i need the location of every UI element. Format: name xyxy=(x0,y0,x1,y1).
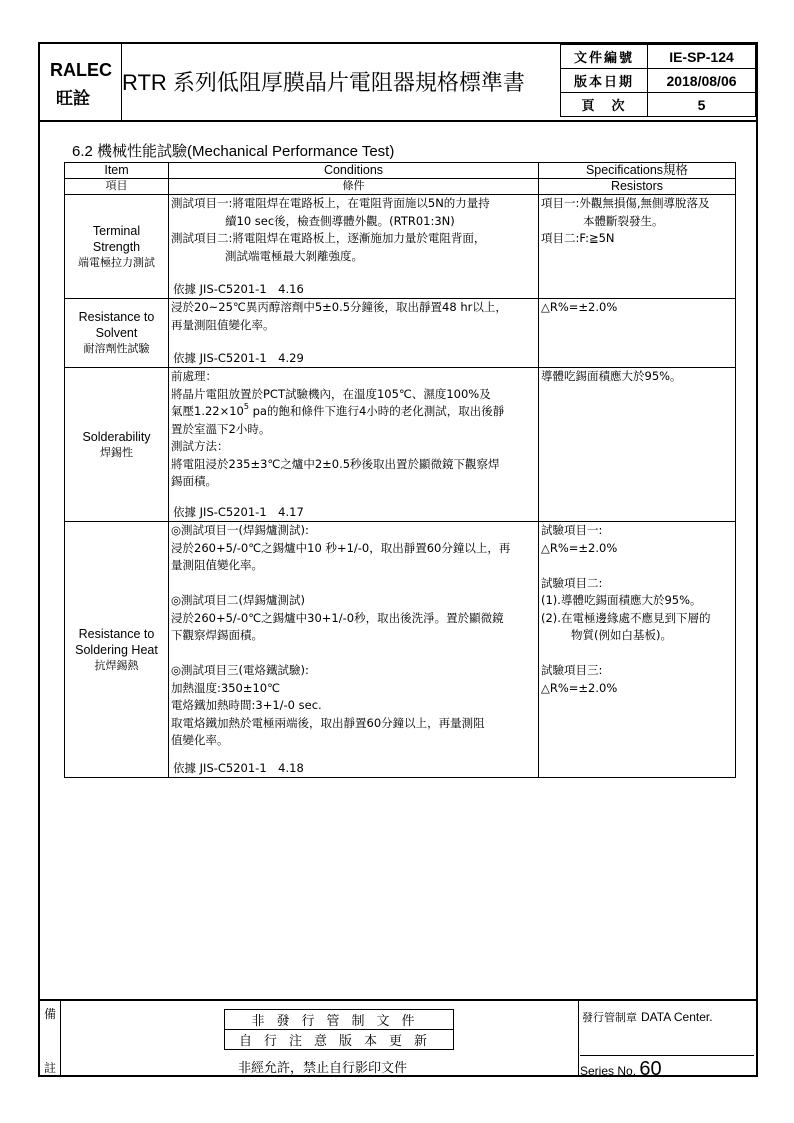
standard-reference: 依據 JIS-C5201-1 4.17 xyxy=(173,504,304,519)
condition-line: 將電阻浸於235±3℃之爐中2±0.5秒後取出置於顯微鏡下觀察焊 xyxy=(171,456,500,471)
document-title: RTR 系列低阻厚膜晶片電阻器規格標準書 xyxy=(122,70,525,95)
item-name-zh: 耐溶劑性試驗 xyxy=(83,342,150,355)
header-item-zh: 項目 xyxy=(65,179,169,195)
table-row xyxy=(65,299,736,368)
standard-reference: 依據 JIS-C5201-1 4.29 xyxy=(173,350,304,365)
remarks-label-bottom: 註 xyxy=(44,1061,57,1075)
item-name-zh: 端電極拉力測試 xyxy=(78,255,155,269)
condition-line: 值變化率。 xyxy=(171,733,229,747)
control-value: DATA Center. xyxy=(641,1010,713,1024)
company-name-en: RALEC xyxy=(50,60,112,80)
stamp-line-1: 非發行管制文件 xyxy=(251,1014,427,1029)
item-name-en: Resistance to xyxy=(78,626,155,641)
spec-page xyxy=(38,42,758,1080)
conditions-cell xyxy=(169,195,539,299)
conditions-cell xyxy=(169,299,539,368)
mechanical-test-table xyxy=(64,162,736,778)
conditions-cell xyxy=(169,522,539,778)
condition-line: 將晶片電阻放置於PCT試驗機內，在溫度105℃、濕度100%及 xyxy=(171,386,491,401)
condition-line: 續10 sec後，檢查側導體外觀。(RTR01:3N) xyxy=(225,213,455,228)
table-header-row xyxy=(65,163,736,179)
item-name-en: Strength xyxy=(92,239,141,254)
condition-line: 再量測阻值變化率。 xyxy=(171,317,275,332)
pressure-exponent: 5 xyxy=(243,403,249,411)
page-label: 頁 次 xyxy=(561,93,648,117)
spec-line: △R%=±2.0% xyxy=(541,540,618,555)
item-name-en: Solderability xyxy=(82,429,151,444)
series-number xyxy=(580,1055,754,1081)
table-row xyxy=(65,522,736,778)
header-spec: Specifications規格 xyxy=(539,163,736,179)
spec-line: 試驗項目三: xyxy=(541,663,603,677)
item-cell xyxy=(65,299,169,368)
blank-line xyxy=(541,557,733,575)
header-item: Item xyxy=(65,163,169,179)
item-name-en: Terminal xyxy=(92,223,141,238)
condition-line xyxy=(171,403,536,421)
spec-line: 試驗項目一: xyxy=(541,523,603,537)
uncontrolled-stamp xyxy=(224,1009,454,1050)
spec-line: (2).在電極邊緣處不應見到下層的 xyxy=(541,610,711,625)
spec-line: 物質(例如白基板)。 xyxy=(571,628,672,642)
condition-line: 錫面積。 xyxy=(171,474,217,488)
doc-no-value: IE-SP-124 xyxy=(648,45,756,69)
document-footer xyxy=(40,999,756,1080)
condition-line: 浸於20~25℃異丙醇溶劑中5±0.5分鐘後，取出靜置48 hr以上， xyxy=(171,300,507,314)
item-name-en: Solvent xyxy=(95,326,138,340)
condition-line: 浸於260+5/-0℃之錫爐中30+1/-0秒，取出後洗淨。置於顯微鏡 xyxy=(171,610,504,625)
condition-line: 測試項目一:將電阻焊在電路板上，在電阻背面施以5N的力量持 xyxy=(171,196,490,210)
pressure-value: 氣壓1.22×10 xyxy=(171,404,244,418)
series-value: 60 xyxy=(639,1058,662,1080)
condition-line: 測試項目二:將電阻焊在電路板上，逐漸施加力量於電阻背面， xyxy=(171,231,486,245)
header-resistors: Resistors xyxy=(539,179,736,195)
header-conditions: Conditions xyxy=(169,163,539,179)
pressure-text: pa的飽和條件下進行4小時的老化測試，取出後靜 xyxy=(248,404,505,418)
condition-line: 測試方法： xyxy=(171,439,229,453)
conditions-cell xyxy=(169,368,539,522)
item-name-en: Resistance to xyxy=(78,310,155,324)
table-row xyxy=(65,368,736,522)
section-title: 6.2 機械性能試驗(Mechanical Performance Test) xyxy=(72,143,395,160)
table-subheader-row xyxy=(65,179,736,195)
stamp-line-2: 自行注意版本更新 xyxy=(225,1030,454,1050)
remarks-label-top: 備 xyxy=(44,1007,57,1021)
document-meta-table xyxy=(560,44,756,117)
item-cell xyxy=(65,522,169,778)
blank-line xyxy=(541,645,733,663)
item-cell xyxy=(65,368,169,522)
company-logo-box xyxy=(40,44,122,120)
document-header xyxy=(40,44,756,122)
item-name-zh: 焊錫性 xyxy=(100,445,133,459)
page-value: 5 xyxy=(648,93,756,117)
spec-line: (1).導體吃錫面積應大於95%。 xyxy=(541,593,702,607)
spec-line: 導體吃錫面積應大於95%。 xyxy=(541,369,682,383)
standard-reference: 依據 JIS-C5201-1 4.16 xyxy=(173,281,304,296)
condition-line: 下觀察焊錫面積。 xyxy=(171,628,263,642)
spec-line: 試驗項目二: xyxy=(541,575,603,590)
blank-line xyxy=(171,575,536,593)
date-value: 2018/08/06 xyxy=(648,69,756,93)
condition-line: 電烙鐵加熱時間:3+1/-0 sec. xyxy=(171,698,322,712)
condition-line: ◎測試項目三(電烙鐵試驗): xyxy=(171,663,309,677)
company-name-zh: 旺詮 xyxy=(56,89,90,109)
spec-line: 項目一:外觀無損傷,無側導脫落及 xyxy=(541,196,710,210)
condition-line: ◎測試項目一(焊錫爐測試): xyxy=(171,523,309,537)
spec-cell xyxy=(539,368,736,522)
spec-line: △R%=±2.0% xyxy=(541,300,618,314)
series-label: Series No. xyxy=(580,1064,637,1078)
date-label: 版本日期 xyxy=(561,69,648,93)
blank-line xyxy=(171,645,536,663)
item-name-zh: 抗焊錫熱 xyxy=(94,658,139,672)
condition-line: 置於室溫下2小時。 xyxy=(171,421,271,436)
control-stamp xyxy=(582,1009,713,1025)
control-label: 發行管制章 xyxy=(582,1011,637,1024)
spec-cell xyxy=(539,195,736,299)
spec-line: 本體斷裂發生。 xyxy=(583,213,664,228)
condition-line: ◎測試項目二(焊錫爐測試) xyxy=(171,593,306,607)
standard-reference: 依據 JIS-C5201-1 4.18 xyxy=(173,760,304,775)
remarks-column xyxy=(40,1001,61,1077)
spec-line: 項目二:F:≧5N xyxy=(541,231,615,245)
item-cell xyxy=(65,195,169,299)
spec-cell xyxy=(539,299,736,368)
item-name-en: Soldering Heat xyxy=(75,642,158,657)
remarks-area xyxy=(60,1001,579,1077)
condition-line: 測試端電極最大剝離強度。 xyxy=(225,248,363,263)
no-copy-notice: 非經允許，禁止自行影印文件 xyxy=(238,1061,408,1076)
condition-line: 浸於260+5/-0℃之錫爐中10 秒+1/-0，取出靜置60分鐘以上，再 xyxy=(171,540,511,555)
table-row xyxy=(65,195,736,299)
spec-line: △R%=±2.0% xyxy=(541,680,618,695)
condition-line: 量測阻值變化率。 xyxy=(171,558,263,572)
doc-no-label: 文件編號 xyxy=(561,45,648,69)
control-area xyxy=(578,1001,756,1080)
header-conditions-zh: 條件 xyxy=(169,179,539,195)
condition-line: 前處理： xyxy=(171,369,217,383)
condition-line: 取電烙鐵加熱於電極兩端後，取出靜置60分鐘以上，再量測阻 xyxy=(171,715,485,730)
spec-cell xyxy=(539,522,736,778)
condition-line: 加熱溫度:350±10℃ xyxy=(171,680,281,695)
